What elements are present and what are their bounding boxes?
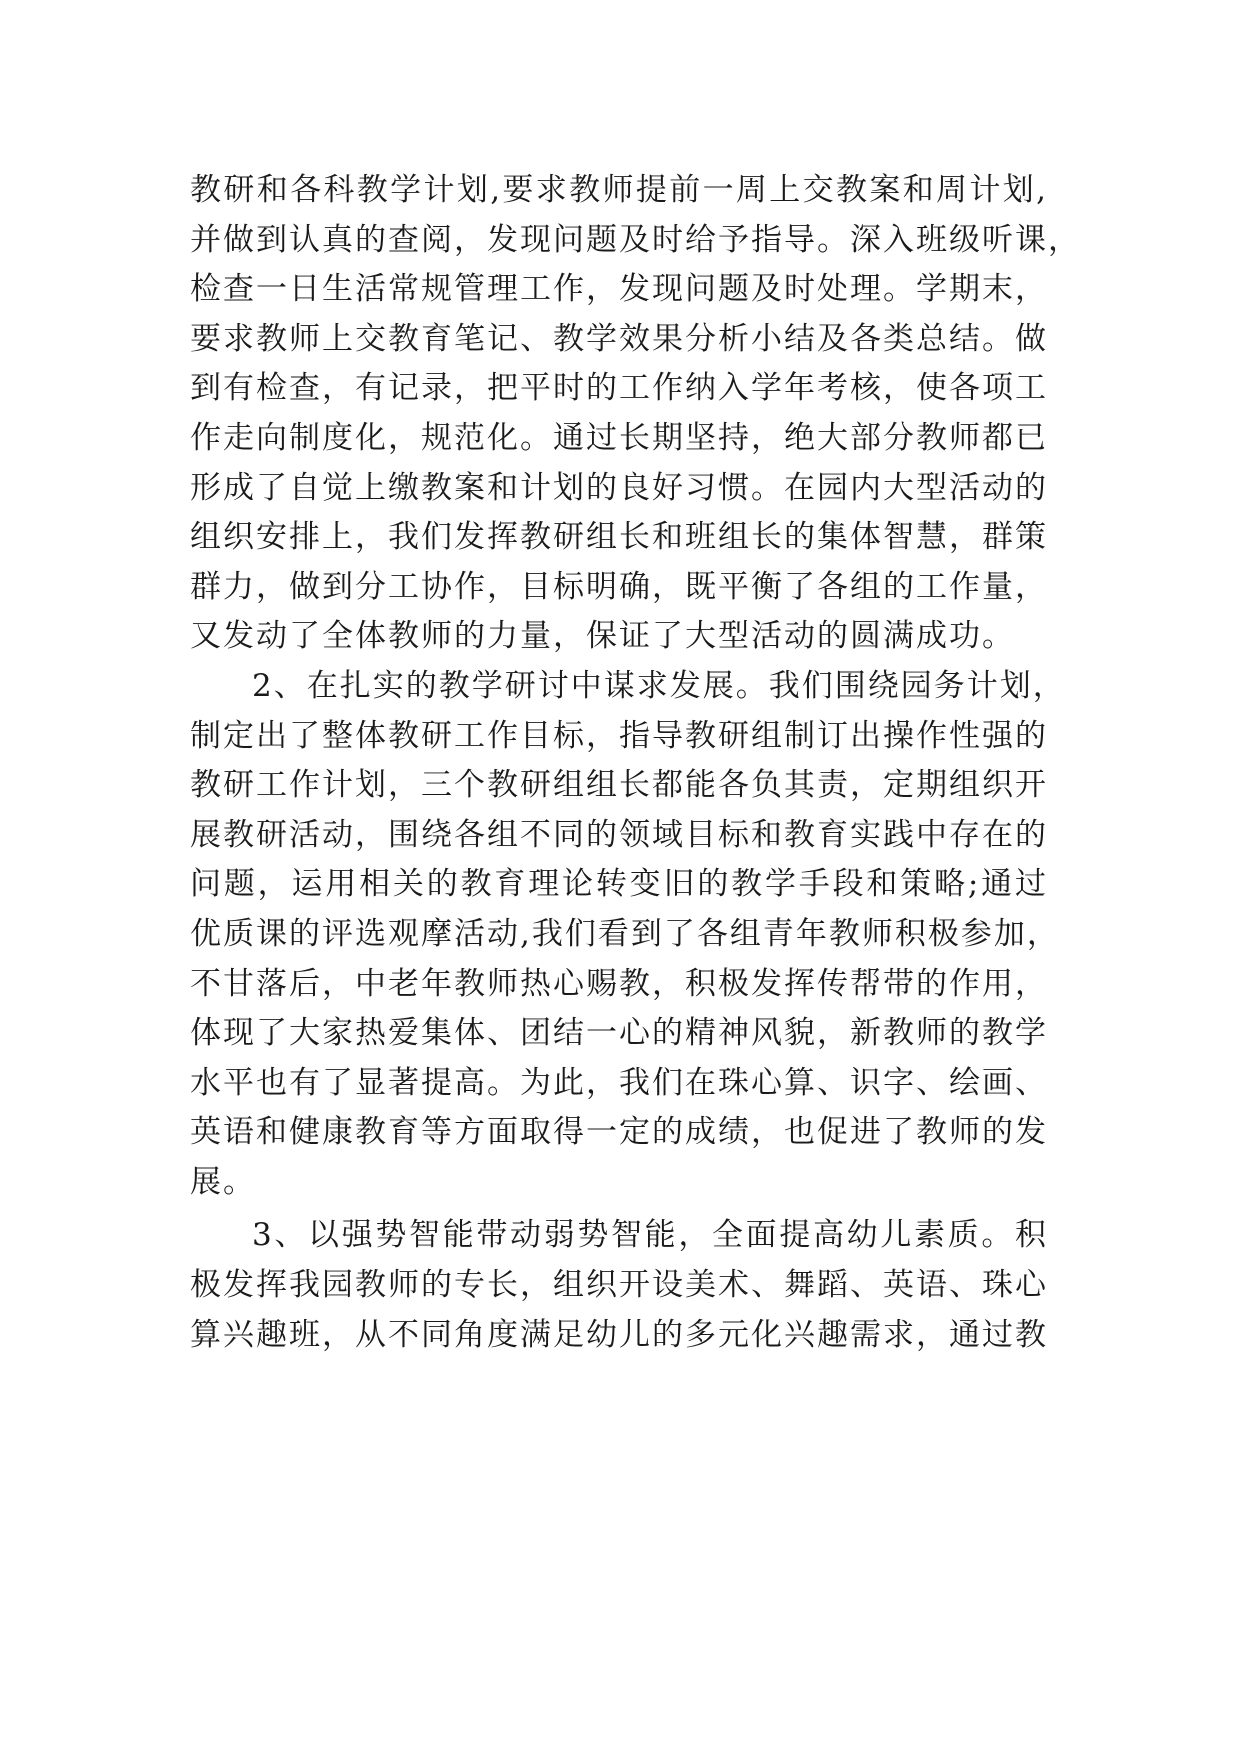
- text-line: 到有检查，有记录，把平时的工作纳入学年考核，使各项工: [190, 370, 1048, 407]
- text-line: 极发挥我园教师的专长，组织开设美术、舞蹈、英语、珠心: [190, 1267, 1048, 1304]
- paragraph-2: [190, 662, 1066, 1208]
- text-line: 要求教师上交教育笔记、教学效果分析小结及各类总结。做: [190, 320, 1048, 357]
- text-line: 展教研活动，围绕各组不同的领域目标和教育实践中存在的: [190, 816, 1048, 853]
- text-line: 作走向制度化，规范化。通过长期坚持，绝大部分教师都已: [190, 419, 1048, 456]
- text-line: 优质课的评选观摩活动,我们看到了各组青年教师积极参加，: [190, 915, 1060, 952]
- text-line: 又发动了全体教师的力量，保证了大型活动的圆满成功。: [190, 618, 1015, 655]
- text-line: 水平也有了显著提高。为此，我们在珠心算、识字、绘画、: [190, 1064, 1048, 1101]
- text-line: 群力，做到分工协作，目标明确，既平衡了各组的工作量，: [190, 568, 1048, 605]
- text-line: 算兴趣班，从不同角度满足幼儿的多元化兴趣需求，通过教: [190, 1316, 1048, 1353]
- text-line: 教研和各科教学计划,要求教师提前一周上交教案和周计划,: [190, 172, 1048, 208]
- text-line: 教研工作计划，三个教研组组长都能各负其责，定期组织开: [190, 767, 1048, 804]
- text-line: 形成了自觉上缴教案和计划的良好习惯。在园内大型活动的: [190, 469, 1048, 506]
- text-line: 不甘落后，中老年教师热心赐教，积极发挥传帮带的作用，: [190, 965, 1048, 1002]
- text-line: 体现了大家热爱集体、团结一心的精神风貌，新教师的教学: [190, 1015, 1048, 1052]
- text-line: 3、以强势智能带动弱势智能，全面提高幼儿素质。积: [252, 1217, 1048, 1254]
- text-line: 组织安排上，我们发挥教研组长和班组长的集体智慧，群策: [190, 519, 1048, 556]
- text-line: 英语和健康教育等方面取得一定的成绩，也促进了教师的发: [190, 1114, 1048, 1151]
- paragraph-3: [190, 1211, 1048, 1360]
- body-text: [190, 166, 1081, 1360]
- text-line: 制定出了整体教研工作目标，指导教研组制订出操作性强的: [190, 717, 1048, 754]
- paragraph-1: [190, 166, 1081, 662]
- text-line: 并做到认真的查阅，发现问题及时给予指导。深入班级听课，: [190, 221, 1081, 258]
- text-line: 检查一日生活常规管理工作，发现问题及时处理。学期末，: [190, 271, 1048, 308]
- text-line: 展。: [190, 1163, 256, 1200]
- text-line: 问题，运用相关的教育理论转变旧的教学手段和策略;通过: [190, 866, 1048, 903]
- text-line: 2、在扎实的教学研讨中谋求发展。我们围绕园务计划，: [252, 667, 1066, 704]
